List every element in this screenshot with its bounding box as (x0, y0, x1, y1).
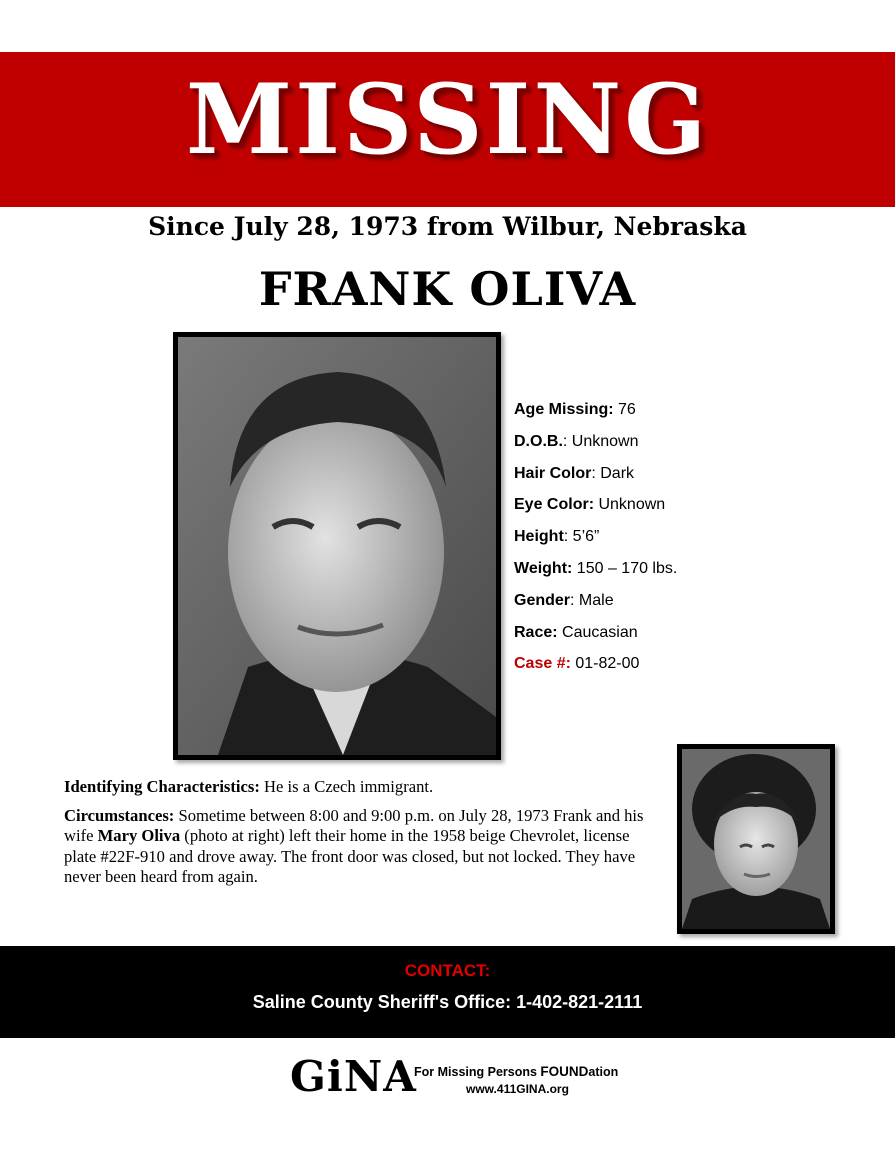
person-facts (514, 398, 874, 684)
gina-logo: GiNA (290, 1052, 417, 1101)
fact-value: 76 (613, 401, 636, 418)
fact-label: Hair Color (514, 464, 592, 482)
identifying-label: Identifying Characteristics: (64, 777, 260, 796)
fact-value: 01-82-00 (570, 655, 640, 673)
circumstances-text-2: (photo at right) left their home in the 1958 beige Chevrolet, license plate #22F-910 and drove away. The front door was closed, but not locked. They have never been heard from again. (64, 826, 636, 887)
tagline-caps: FOUND (540, 1064, 589, 1079)
fact-label: Eye Color: (514, 496, 595, 514)
foundation-tagline (414, 1064, 618, 1079)
contact-bar (0, 946, 895, 1038)
fact-value: : Unknown (562, 432, 639, 450)
fact-label: Weight: (514, 559, 573, 577)
person-name: FRANK OLIVA (258, 262, 637, 316)
identifying-text: He is a Czech immigrant. (259, 777, 434, 796)
fact-value: Caucasian (557, 623, 638, 641)
fact-label: Case #: (514, 655, 571, 673)
circumstances-text-1: Sometime between 8:00 and 9:00 p.m. on July 28, 1973 Frank and his wife (64, 805, 644, 846)
fact-label: Height (514, 528, 564, 546)
fact-value: : 5’6” (563, 528, 600, 546)
person-photo (173, 332, 501, 760)
companion-photo (677, 744, 835, 934)
missing-banner (0, 52, 895, 207)
fact-gender (514, 589, 874, 621)
fact-age-missing (514, 398, 874, 430)
tagline-suffix: ation (588, 1065, 619, 1079)
fact-label: Age Missing: (514, 401, 614, 418)
fact-value: : Male (570, 591, 614, 609)
fact-hair-color (514, 462, 874, 494)
fact-label: D.O.B. (514, 432, 563, 450)
identifying-characteristics (64, 777, 654, 798)
contact-label: CONTACT: (404, 961, 491, 980)
case-details (64, 777, 654, 896)
contact-phone: Saline County Sheriff's Office: 1-402-821-2111 (252, 992, 643, 1012)
fact-value: : Dark (591, 464, 635, 482)
fact-eye-color (514, 493, 874, 525)
fact-race (514, 621, 874, 653)
banner-title: MISSING (185, 63, 710, 176)
fact-label: Gender (514, 591, 571, 609)
circumstances-label: Circumstances: (64, 805, 175, 825)
tagline-prefix: For Missing Persons (414, 1065, 541, 1079)
fact-value: Unknown (594, 496, 666, 514)
fact-label: Race: (514, 623, 558, 641)
circumstances (64, 806, 654, 888)
fact-value: 150 – 170 lbs. (572, 559, 678, 577)
companion-name: Mary Oliva (97, 826, 181, 846)
foundation-url[interactable]: www.411GINA.org (466, 1082, 569, 1096)
fact-weight (514, 557, 874, 589)
fact-dob (514, 430, 874, 462)
fact-case-number (514, 652, 874, 684)
missing-since-line: Since July 28, 1973 from Wilbur, Nebraska (148, 212, 747, 241)
fact-height (514, 525, 874, 557)
